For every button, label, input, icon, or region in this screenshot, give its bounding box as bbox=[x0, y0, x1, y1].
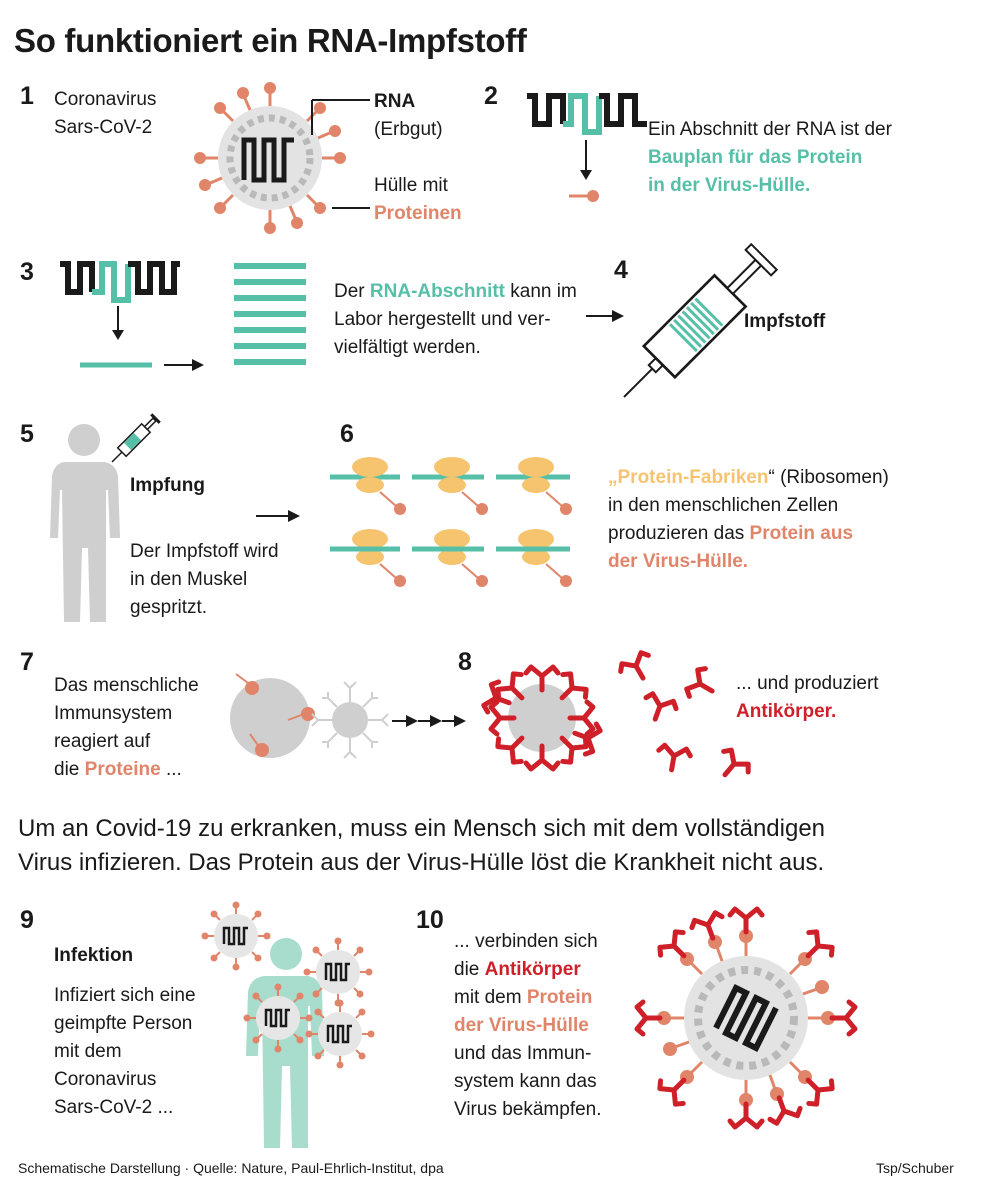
infection-heading: Infektion bbox=[54, 945, 134, 966]
step-number-8: 8 bbox=[458, 648, 472, 676]
immune-cell-illustration bbox=[218, 666, 488, 776]
page-title: So funktioniert ein RNA-Impfstoff bbox=[14, 22, 527, 59]
credit-footer: Tsp/Schuber bbox=[876, 1160, 954, 1176]
step9-text: Infiziert sich eine geimpfte Person mit dem Coronavirus Sars-CoV-2 ... bbox=[54, 985, 196, 1118]
step-number-7: 7 bbox=[20, 648, 34, 676]
step2-text: Ein Abschnitt der RNA ist der Bauplan für das Protein in der Virus-Hülle. bbox=[648, 119, 892, 196]
rna-replication-illustration bbox=[58, 260, 348, 380]
step-number-6: 6 bbox=[340, 420, 354, 448]
arrow-to-ribosomes bbox=[256, 506, 302, 526]
rna-label: RNA (Erbgut) bbox=[374, 91, 443, 140]
step3-text: Der RNA-Abschnitt kann im Labor hergestellt und ver- vielfältigt werden. bbox=[334, 281, 577, 358]
step5-text: Der Impfstoff wird in den Muskel gespritzt. bbox=[130, 541, 279, 618]
vaccination-heading: Impfung bbox=[130, 475, 205, 496]
vaccine-label: Impfstoff bbox=[744, 311, 826, 332]
explanation-note: Um an Covid-19 zu erkranken, muss ein Mensch sich mit dem vollständigen Virus infizieren. Das Protein aus der Virus-Hülle löst die Krankheit nicht aus. bbox=[18, 815, 826, 876]
rna-strand-illustration bbox=[525, 92, 655, 212]
virus-with-antibodies-illustration bbox=[620, 906, 880, 1126]
step7-text: Das menschliche Immunsystem reagiert auf die Proteine ... bbox=[54, 675, 199, 780]
antibodies-illustration bbox=[478, 656, 768, 786]
step-number-3: 3 bbox=[20, 258, 34, 286]
step-number-4: 4 bbox=[614, 256, 628, 284]
step-number-10: 10 bbox=[416, 906, 444, 934]
step-number-1: 1 bbox=[20, 82, 34, 110]
infected-person-illustration bbox=[200, 906, 370, 1156]
step-number-2: 2 bbox=[484, 82, 498, 110]
huelle-label: Hülle mit Proteinen bbox=[374, 175, 462, 224]
step10-text: ... verbinden sich die Antikörper mit dem Protein der Virus-Hülle und das Immun- system kann das Virus bekämpfen. bbox=[454, 931, 602, 1120]
step-number-9: 9 bbox=[20, 906, 34, 934]
step8-text: ... und produziert Antikörper. bbox=[736, 673, 879, 722]
coronavirus-illustration bbox=[200, 80, 360, 240]
source-footer: Schematische Darstellung · Quelle: Nature, Paul-Ehrlich-Institut, dpa bbox=[18, 1160, 444, 1176]
step-number-5: 5 bbox=[20, 420, 34, 448]
ribosomes-illustration bbox=[330, 452, 580, 592]
step6-text: „Protein-Fabriken“ (Ribosomen) in den menschlichen Zellen produzieren das Protein aus der Virus-Hülle. bbox=[608, 467, 889, 572]
step1-label: Coronavirus Sars-CoV-2 bbox=[54, 89, 157, 138]
